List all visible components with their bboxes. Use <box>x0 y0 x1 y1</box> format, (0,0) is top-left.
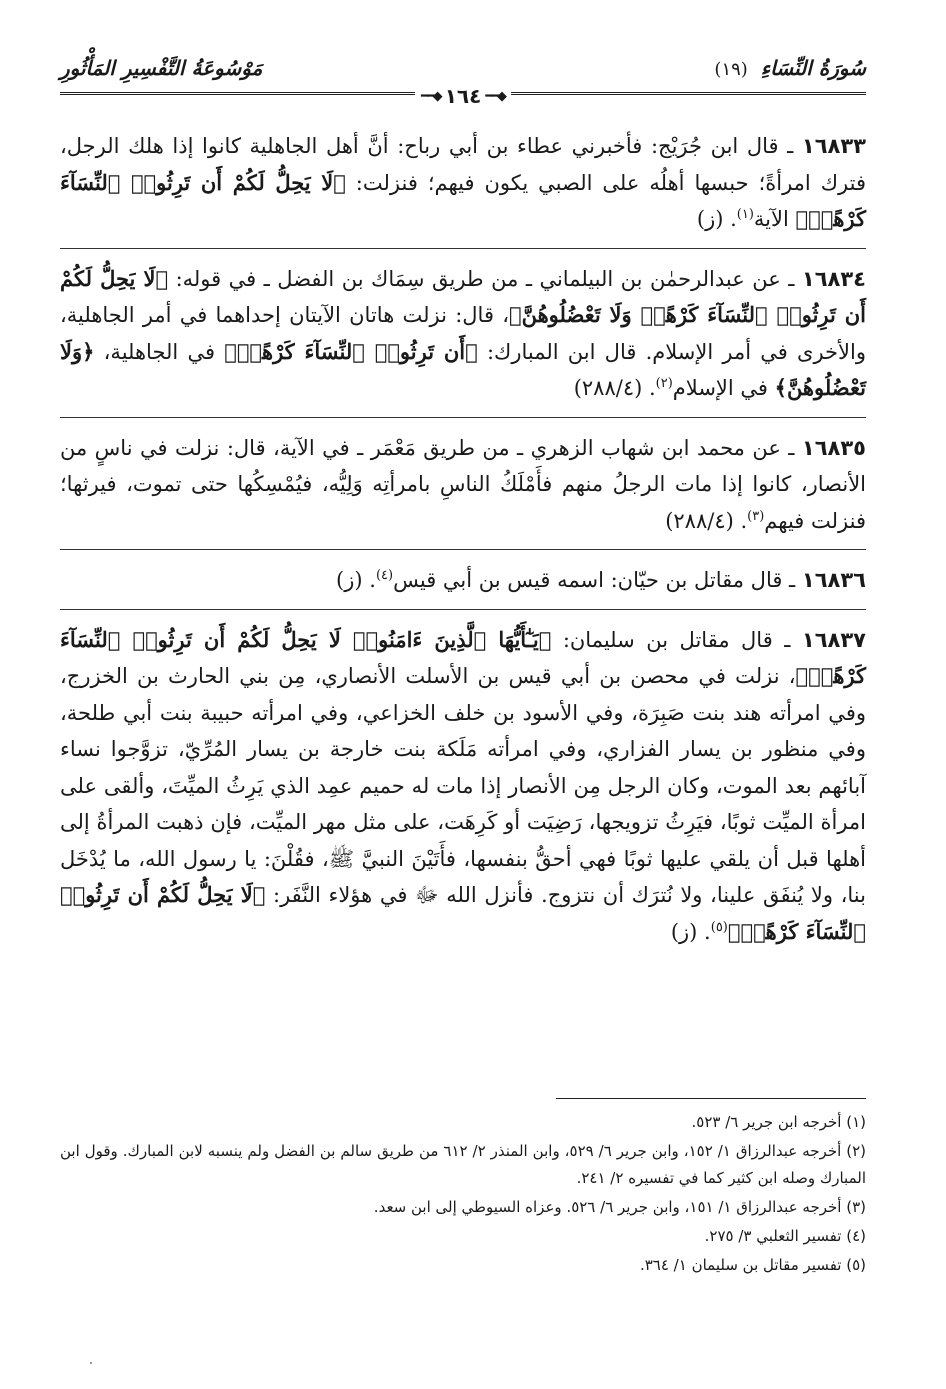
narration-number: ١٦٨٣٣ <box>801 134 866 158</box>
source-tag: . (٢٨٨/٤) <box>665 508 748 533</box>
source-tag: . (٢٨٨/٤) <box>573 376 656 400</box>
book-page <box>60 48 866 1348</box>
narration-text: ـ قال مقاتل بن حيّان: اسمه قيس بن أبي قيس <box>393 568 796 592</box>
scan-speck <box>90 1362 92 1364</box>
book-title: مَوْسُوعَةُ التَّفْسِيرِ المَأْثُورِ <box>60 56 263 80</box>
footnote-ref[interactable]: (١) <box>736 207 754 222</box>
footnote-5: (٥) تفسير مقاتل بن سليمان ١/ ٣٦٤. <box>639 1256 866 1274</box>
narration-text: في الجاهلية، <box>103 339 215 364</box>
page-number: ١٦٤ <box>444 84 482 108</box>
narration-16833 <box>60 128 866 249</box>
quran-quote: ﴿وَلَا تَعْضُلُوهُنَّ﴾ <box>60 338 866 400</box>
quran-quote: ﴿لَا يَحِلُّ لَكُمْ أَن تَرِثُوا۟ ٱلنِّسَآءَ كَرْهًاۖ﴾ <box>60 169 866 231</box>
quran-quote: ﴿لَا يَحِلُّ لَكُمْ أَن تَرِثُوا۟ ٱلنِّسَآءَ كَرْهًاۖ وَلَا تَعْضُلُوهُنَّ﴾ <box>60 265 866 327</box>
narration-text: ـ عن عبدالرحمٰن بن البيلماني ـ من طريق سِمَاك بن الفضل ـ في قوله: <box>175 266 795 291</box>
narration-text: ـ عن محمد ابن شهاب الزهري ـ من طريق مَعْمَر ـ في الآية، قال: نزلت في ناسٍ من الأنصار، كانوا إذا مات الرجلُ منهم فأَمْلَكُ الناسِ بامرأتِه وَلِيُّه، فيُمْسِكُها حتى تموت، فيرثها؛ فنزلت فيهم <box>60 435 866 533</box>
page-header <box>60 48 866 108</box>
narration-number: ١٦٨٣٦ <box>801 568 866 592</box>
narration-number: ١٦٨٣٤ <box>801 266 866 291</box>
narration-text: في الإسلام <box>672 376 768 400</box>
footnote-3: (٣) أخرجه عبدالرزاق ١/ ١٥١، وابن جرير ٦/ ٥٢٦. وعزاه السيوطي إلى ابن سعد. <box>373 1198 866 1216</box>
narration-16834 <box>60 261 866 418</box>
ornament-right: ◆━━ <box>485 88 505 104</box>
surah-name: سُورَةُ النِّسَاءِ <box>760 56 866 80</box>
narration-text: الآية <box>753 207 789 231</box>
quran-quote: ﴿أَن تَرِثُوا۟ ٱلنِّسَآءَ كَرْهًاۖ﴾ <box>224 338 478 364</box>
quran-quote: ﴿لَا يَحِلُّ لَكُمْ أَن تَرِثُوا۟ ٱلنِّسَآءَ كَرْهًاۖ﴾ <box>60 882 866 944</box>
source-tag: . (ز) <box>696 207 737 231</box>
quran-quote: ﴿يَـٰٓأَيُّهَا ٱلَّذِينَ ءَامَنُوا۟ لَا يَحِلُّ لَكُمْ أَن تَرِثُوا۟ ٱلنِّسَآءَ كَرْهًاۖ﴾ <box>60 626 866 688</box>
narration-text: ـ قال مقاتل بن سليمان: <box>562 627 791 652</box>
footnote-2: (٢) أخرجه عبدالرزاق ١/ ١٥٢، وابن جرير ٦/ ٥٢٩، وابن المنذر ٢/ ٦١٢ من طريق سالم بن الفضل ولم ينسبه لابن المبارك. وقول ابن المبارك وصله ابن كثير كما في تفسيره ٢/ ٢٤١. <box>60 1142 867 1187</box>
narration-16837 <box>60 622 866 961</box>
surah-title <box>714 56 866 80</box>
narration-text: ، قال: نزلت هاتان الآيتان إحداهما في أمر الجاهلية، والأخرى في أمر الإسلام. قال ابن المبارك: <box>60 303 866 364</box>
footnotes <box>60 1098 866 1281</box>
narration-text: ، نزلت في محصن بن أبي قيس بن الأسلت الأنصاري، مِن بني الحارث بن الخزرج، وفي امرأته هند بنت صَبِرَة، وفي الأسود بن خلف الخزاعي، وفي امرأته حبيبة بنت أبي طلحة، وفي منظور بن يسار الفزاري، وفي امرأته مَلَكة بنت خارجة بن يسار المُرِّيّ، تزوَّجوا نساء آبائهم بعد الموت، وكان الرجل مِن الأنصار إذا مات له حميم عمِد الذي يَرِثُ الميِّتَ، وألقى على امرأة الميِّت ثوبًا، فيَرِثُ تزويجها، رَضِيَت أو كَرِهَت، على مثل مهر الميِّت، فإن ذهبت المرأةُ إلى أهلها قبل أن يلقي عليها ثوبًا فهي أحقُّ بنفسها، فأَتَيْنَ النبيَّ ﷺ، فقُلْنَ: يا رسول الله، ما يُدْخَل بنا، ولا يُنفَق علينا، ولا نُترَك أن نتزوج. فأنزل الله ﷻ في هؤلاء النَّفَر: <box>60 664 866 907</box>
narrations <box>60 128 866 972</box>
source-tag: . (ز) <box>670 919 711 944</box>
source-tag: . (ز) <box>336 568 376 592</box>
footnote-ref[interactable]: (٥) <box>710 919 728 935</box>
page-number-block <box>415 84 511 108</box>
footnote-ref[interactable]: (٢) <box>655 376 673 391</box>
footnote-1: (١) أخرجه ابن جرير ٦/ ٥٢٣. <box>691 1113 866 1131</box>
footnote-4: (٤) تفسير الثعلبي ٣/ ٢٧٥. <box>704 1227 866 1245</box>
footnote-ref[interactable]: (٣) <box>747 508 765 524</box>
narration-number: ١٦٨٣٧ <box>801 627 866 652</box>
footnote-ref[interactable]: (٤) <box>375 568 394 583</box>
narration-text: ـ قال ابن جُرَيْج: فأخبرني عطاء بن أبي رباح: أنَّ أهل الجاهلية كانوا إذا هلك الرجل، فترك امرأةً؛ حبسها أهلُه على الصبي يكون فيهم؛ فنزلت: <box>60 134 866 195</box>
ornament-left: ◆━━ <box>421 88 441 104</box>
narration-16835 <box>60 430 866 551</box>
footnote-divider <box>556 1098 866 1099</box>
verse-ref: (١٩) <box>714 59 748 80</box>
narration-16836 <box>60 562 866 610</box>
narration-number: ١٦٨٣٥ <box>801 435 866 460</box>
